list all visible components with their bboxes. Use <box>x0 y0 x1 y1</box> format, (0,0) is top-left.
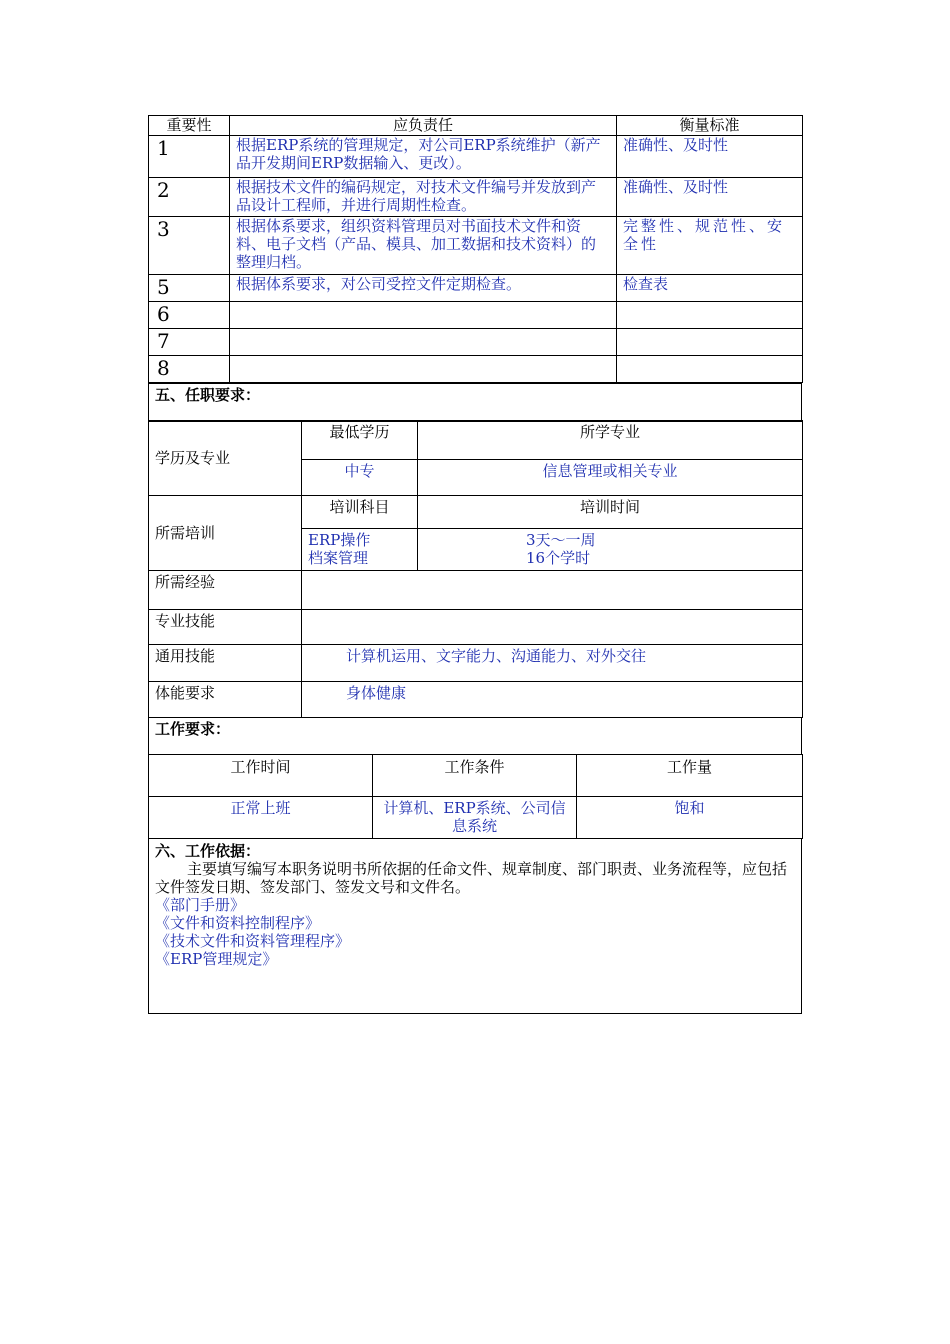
basis-section <box>148 838 802 1014</box>
section-title-qualification: 五、任职要求： <box>149 384 802 422</box>
training-times <box>418 529 803 571</box>
row-responsibility: 根据技术文件的编码规定，对技术文件编号并发放到产品设计工程师，并进行周期性检查。 <box>230 178 617 217</box>
row-standard: 准确性、及时性 <box>617 178 803 217</box>
row-responsibility <box>230 302 617 329</box>
basis-cell <box>149 839 802 1014</box>
basis-doc: 《文件和资料控制程序》 <box>155 914 321 932</box>
training-time-2: 16个学时 <box>526 549 591 567</box>
major-header: 所学专业 <box>418 421 803 460</box>
row-standard <box>617 302 803 329</box>
row-responsibility: 根据体系要求，组织资料管理员对书面技术文件和资料、电子文档（产品、模具、加工数据和技术资料）的整理归档。 <box>230 217 617 275</box>
training-time-header: 培训时间 <box>418 496 803 529</box>
table-row <box>149 275 803 302</box>
table-row <box>149 356 803 383</box>
basis-doc: 《部门手册》 <box>155 896 246 914</box>
major-value: 信息管理或相关专业 <box>418 460 803 496</box>
row-number: 1 <box>149 136 230 178</box>
table-row <box>149 178 803 217</box>
work-req-table <box>148 754 802 839</box>
row-standard: 检查表 <box>617 275 803 302</box>
experience-value <box>302 571 803 610</box>
pro-skill-value <box>302 610 803 645</box>
header-importance: 重要性 <box>149 116 230 136</box>
header-standard: 衡量标准 <box>617 116 803 136</box>
training-label: 所需培训 <box>149 496 302 571</box>
qualification-section <box>148 383 802 422</box>
experience-label: 所需经验 <box>149 571 302 610</box>
physical-label: 体能要求 <box>149 682 302 718</box>
work-req-section <box>148 717 802 755</box>
workload-value: 饱和 <box>577 797 803 839</box>
basis-doc: 《ERP管理规定》 <box>155 950 278 968</box>
min-edu-header: 最低学历 <box>302 421 418 460</box>
work-time-value: 正常上班 <box>149 797 373 839</box>
row-number: 6 <box>149 302 230 329</box>
basis-doc: 《技术文件和资料管理程序》 <box>155 932 351 950</box>
row-responsibility <box>230 356 617 383</box>
section-title-basis: 六、工作依据： <box>155 842 261 860</box>
table-row <box>149 136 803 178</box>
row-responsibility <box>230 329 617 356</box>
work-condition-header: 工作条件 <box>373 755 577 797</box>
edu-label: 学历及专业 <box>149 421 302 496</box>
physical-value: 身体健康 <box>302 682 803 718</box>
row-standard: 完整性、规范性、安全性 <box>617 217 803 275</box>
training-subject-1: ERP操作 <box>308 531 371 549</box>
row-standard: 准确性、及时性 <box>617 136 803 178</box>
general-skill-value: 计算机运用、文字能力、沟通能力、对外交往 <box>302 645 803 682</box>
basis-description: 主要填写编写本职务说明书所依据的任命文件、规章制度、部门职责、业务流程等，应包括文件签发日期、签发部门、签发文号和文件名。 <box>155 860 788 896</box>
qualification-table <box>148 420 802 718</box>
table-row <box>149 302 803 329</box>
row-number: 2 <box>149 178 230 217</box>
row-responsibility: 根据ERP系统的管理规定，对公司ERP系统维护（新产品开发期间ERP数据输入、更改）。 <box>230 136 617 178</box>
min-edu-value: 中专 <box>302 460 418 496</box>
row-responsibility: 根据体系要求，对公司受控文件定期检查。 <box>230 275 617 302</box>
table-row <box>149 329 803 356</box>
row-number: 7 <box>149 329 230 356</box>
training-subject-2: 档案管理 <box>308 549 369 567</box>
work-condition-value: 计算机、ERP系统、公司信息系统 <box>373 797 577 839</box>
row-standard <box>617 356 803 383</box>
pro-skill-label: 专业技能 <box>149 610 302 645</box>
section-title-work-req: 工作要求： <box>149 718 802 755</box>
row-standard <box>617 329 803 356</box>
training-time-1: 3天～一周 <box>526 531 596 549</box>
general-skill-label: 通用技能 <box>149 645 302 682</box>
row-number: 3 <box>149 217 230 275</box>
table-row <box>149 217 803 275</box>
workload-header: 工作量 <box>577 755 803 797</box>
training-subjects <box>302 529 418 571</box>
row-number: 5 <box>149 275 230 302</box>
work-time-header: 工作时间 <box>149 755 373 797</box>
training-subject-header: 培训科目 <box>302 496 418 529</box>
duty-table <box>148 115 802 383</box>
row-number: 8 <box>149 356 230 383</box>
header-responsibility: 应负责任 <box>230 116 617 136</box>
